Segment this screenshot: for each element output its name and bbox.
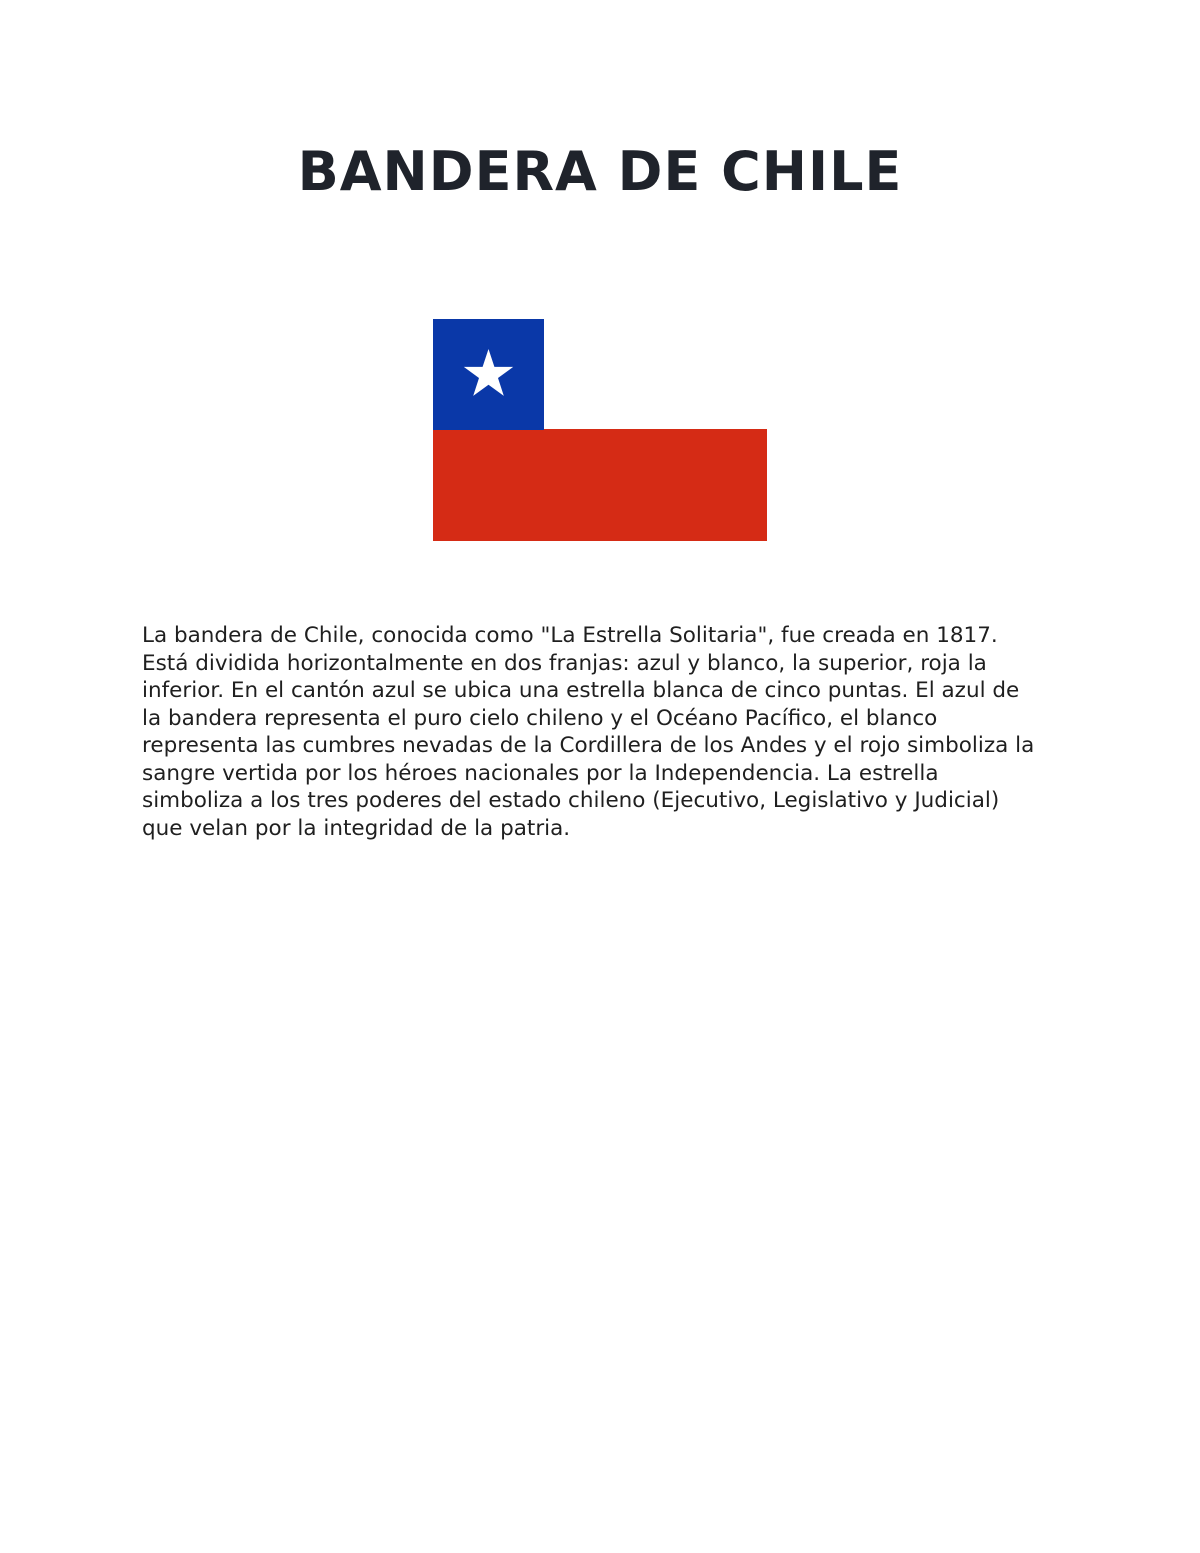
chile-flag-image — [433, 319, 767, 541]
flag-red-stripe — [433, 429, 767, 541]
document-title: BANDERA DE CHILE — [297, 140, 903, 203]
body-paragraph: La bandera de Chile, conocida como "La Estrella Solitaria", fue creada en 1817. Está dividida horizontalmente en dos franjas: azul y blanco, la superior, roja la inferior. En el cantón azul se ubica una estrella blanca de cinco puntas. El azul de la bandera representa el puro cielo chileno y el Océano Pacífico, el blanco representa las cumbres nevadas de la Cordillera de los Andes y el rojo simboliza la sangre vertida por los héroes nacionales por la Independencia. La estrella simboliza a los tres poderes del estado chileno (Ejecutivo, Legislativo y Judicial) que velan por la integridad de la patria. — [142, 623, 1035, 841]
chile-flag-svg — [433, 319, 767, 541]
